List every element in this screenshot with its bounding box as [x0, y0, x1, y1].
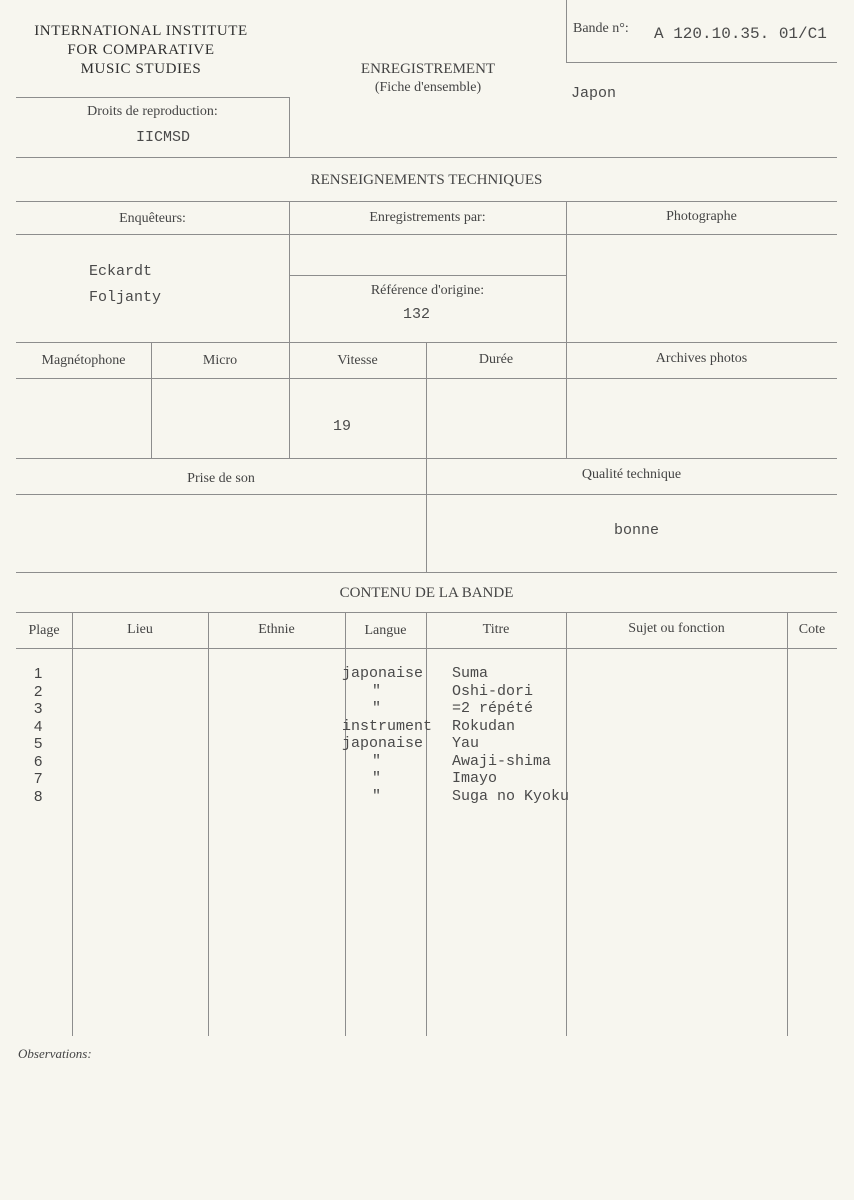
- enqueteur-1: Eckardt: [89, 263, 153, 280]
- mag-col-1-border: [151, 342, 152, 458]
- col-header-ethnie: Ethnie: [258, 622, 295, 637]
- enregistrements-label: Enregistrements par:: [369, 210, 486, 225]
- prise-col-border: [426, 458, 427, 572]
- institute-name: [10, 22, 272, 79]
- institute-line-2: FOR COMPARATIVE: [67, 42, 215, 58]
- contenu-heading: CONTENU DE LA BANDE: [339, 585, 514, 601]
- divider-8: [16, 572, 837, 573]
- table-row-titre: Suma: [452, 665, 489, 682]
- table-row-plage: 1: [34, 665, 43, 682]
- droits-box-top-border: [16, 97, 289, 98]
- divider-3: [16, 234, 837, 235]
- col-header-langue: Langue: [364, 623, 407, 638]
- observations-label: Observations:: [18, 1046, 92, 1061]
- table-row-plage: 8: [34, 787, 43, 805]
- photographe-label: Photographe: [666, 209, 737, 224]
- col-header-lieu: Lieu: [127, 622, 153, 637]
- prise-label: Prise de son: [187, 471, 255, 486]
- enregistrements-divider: [289, 275, 566, 276]
- qualite-label: Qualité technique: [581, 467, 682, 482]
- bande-label: Bande n°:: [573, 21, 629, 36]
- table-row-langue: japonaise: [342, 665, 424, 682]
- droits-label: Droits de reproduction:: [87, 104, 218, 119]
- vitesse-label: Vitesse: [337, 353, 378, 368]
- table-row-titre: Imayo: [452, 770, 498, 787]
- table-row-langue: instrument: [342, 717, 433, 735]
- magnetophone-label: Magnétophone: [41, 353, 126, 368]
- table-row-plage: 6: [34, 752, 43, 770]
- table-row-titre: Rokudan: [452, 717, 516, 735]
- tech-col-1-border: [289, 201, 290, 342]
- col-header-sujet: Sujet ou fonction: [628, 621, 725, 636]
- table-row-plage: 2: [34, 682, 43, 700]
- content-col-6-border: [787, 612, 788, 1036]
- enqueteur-2: Foljanty: [89, 289, 162, 306]
- table-row-titre: Suga no Kyoku: [452, 787, 570, 805]
- table-row-titre: Awaji-shima: [452, 752, 552, 770]
- table-row-langue: ": [372, 682, 382, 700]
- table-row-plage: 3: [34, 700, 43, 717]
- bande-box-left-border: [566, 0, 567, 62]
- table-row-langue: ": [372, 700, 382, 717]
- titre-list: [452, 665, 569, 805]
- table-row-plage: 4: [34, 717, 43, 735]
- mag-col-3-border: [426, 342, 427, 458]
- col-header-plage: Plage: [28, 623, 60, 638]
- reference-value: 132: [403, 306, 431, 323]
- mag-col-4-border: [566, 342, 567, 458]
- tech-col-2-border: [566, 201, 567, 342]
- table-row-langue: ": [372, 752, 382, 770]
- divider-1: [16, 157, 837, 158]
- col-header-cote: Cote: [798, 622, 826, 637]
- table-row-plage: 7: [34, 770, 43, 787]
- divider-2: [16, 201, 837, 202]
- vitesse-value: 19: [333, 418, 352, 435]
- institute-line-3: MUSIC STUDIES: [80, 61, 202, 77]
- table-row-titre: Yau: [452, 735, 480, 752]
- droits-value: IICMSD: [136, 129, 191, 146]
- enqueteurs-label: Enquêteurs:: [119, 211, 186, 226]
- institute-line-1: INTERNATIONAL INSTITUTE: [34, 23, 248, 39]
- content-col-2-border: [208, 612, 209, 1036]
- content-col-1-border: [72, 612, 73, 1036]
- mag-col-2-border: [289, 342, 290, 458]
- reference-label: Référence d'origine:: [370, 283, 485, 298]
- plage-list: [34, 665, 42, 805]
- micro-label: Micro: [202, 353, 238, 368]
- table-row-plage: 5: [34, 735, 43, 752]
- country-value: Japon: [571, 85, 617, 102]
- archives-label: Archives photos: [655, 351, 748, 366]
- table-row-langue: ": [372, 787, 382, 805]
- langue-list: [342, 665, 432, 805]
- table-row-langue: japonaise: [342, 735, 424, 752]
- bande-box-bottom-border: [566, 62, 837, 63]
- bande-number: A 120.10.35. 01/C1: [654, 25, 827, 43]
- col-header-titre: Titre: [482, 622, 510, 637]
- table-row-langue: ": [372, 770, 382, 787]
- duree-label: Durée: [478, 352, 514, 367]
- tech-heading: RENSEIGNEMENTS TECHNIQUES: [310, 172, 543, 188]
- table-row-titre: =2 répété: [452, 700, 534, 717]
- qualite-value: bonne: [614, 522, 660, 539]
- form-title: ENREGISTREMENT: [360, 61, 496, 77]
- droits-box-right-border: [289, 97, 290, 157]
- table-row-titre: Oshi-dori: [452, 682, 534, 700]
- form-subtitle: (Fiche d'ensemble): [374, 80, 482, 95]
